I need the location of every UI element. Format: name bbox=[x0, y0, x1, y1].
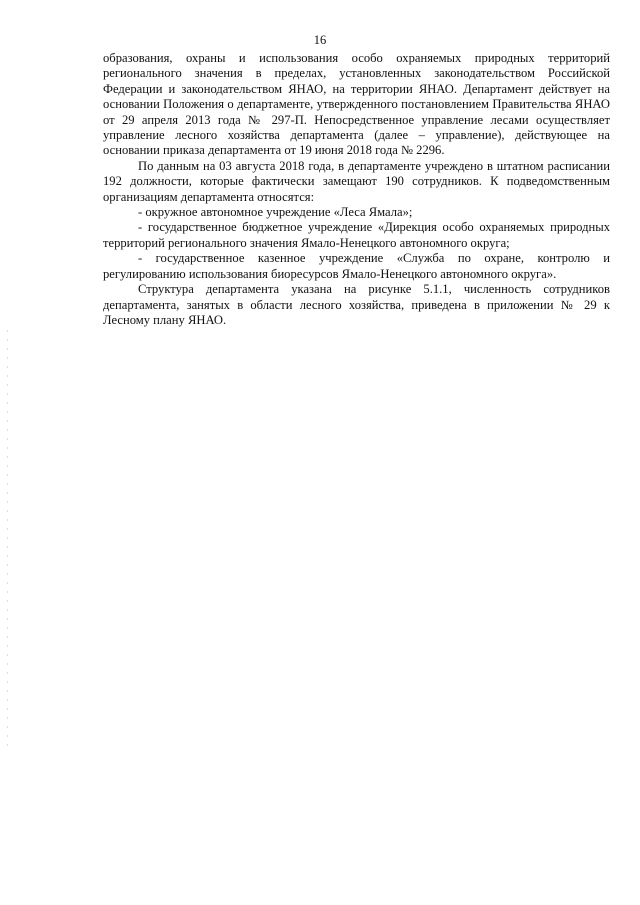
paragraph-continuation: образования, охраны и использования особо охраняемых природных территорий регионального значения в пределах, установленных законодательством Российской Федерации и законодательством ЯНАО, на территории ЯНАО. Департамент действует на основании Положения о департаменте, утвержденного постановлением Правительства ЯНАО от 29 апреля 2013 года № 297-П. Непосредственное управление лесами осуществляет управление лесного хозяйства департамента (далее – управление), действующее на основании приказа департамента от 19 июня 2018 года № 2296. bbox=[103, 51, 610, 158]
list-item-bioresources-service: - государственное казенное учреждение «Служба по охране, контролю и регулированию использования биоресурсов Ямало-Ненецкого автономного округа». bbox=[103, 251, 610, 281]
list-item-forests-of-yamal: - окружное автономное учреждение «Леса Ямала»; bbox=[138, 205, 413, 220]
paragraph-staffing: По данным на 03 августа 2018 года, в департаменте учреждено в штатном расписании 192 должности, которые фактически замещают 190 сотрудников. К подведомственным организациям департамента относятся: bbox=[103, 158, 610, 204]
page-number: 16 bbox=[313, 33, 327, 47]
paragraph-structure-reference: Структура департамента указана на рисунке 5.1.1, численность сотрудников департамента, занятых в области лесного хозяйства, приведена в приложении № 29 к Лесному плану ЯНАО. bbox=[103, 282, 610, 327]
scan-edge-artifact bbox=[7, 330, 8, 750]
list-item-directorate: - государственное бюджетное учреждение «Дирекция особо охраняемых природных территорий регионального значения Ямало-Ненецкого автономного округа; bbox=[103, 220, 610, 250]
document-body bbox=[103, 51, 610, 328]
